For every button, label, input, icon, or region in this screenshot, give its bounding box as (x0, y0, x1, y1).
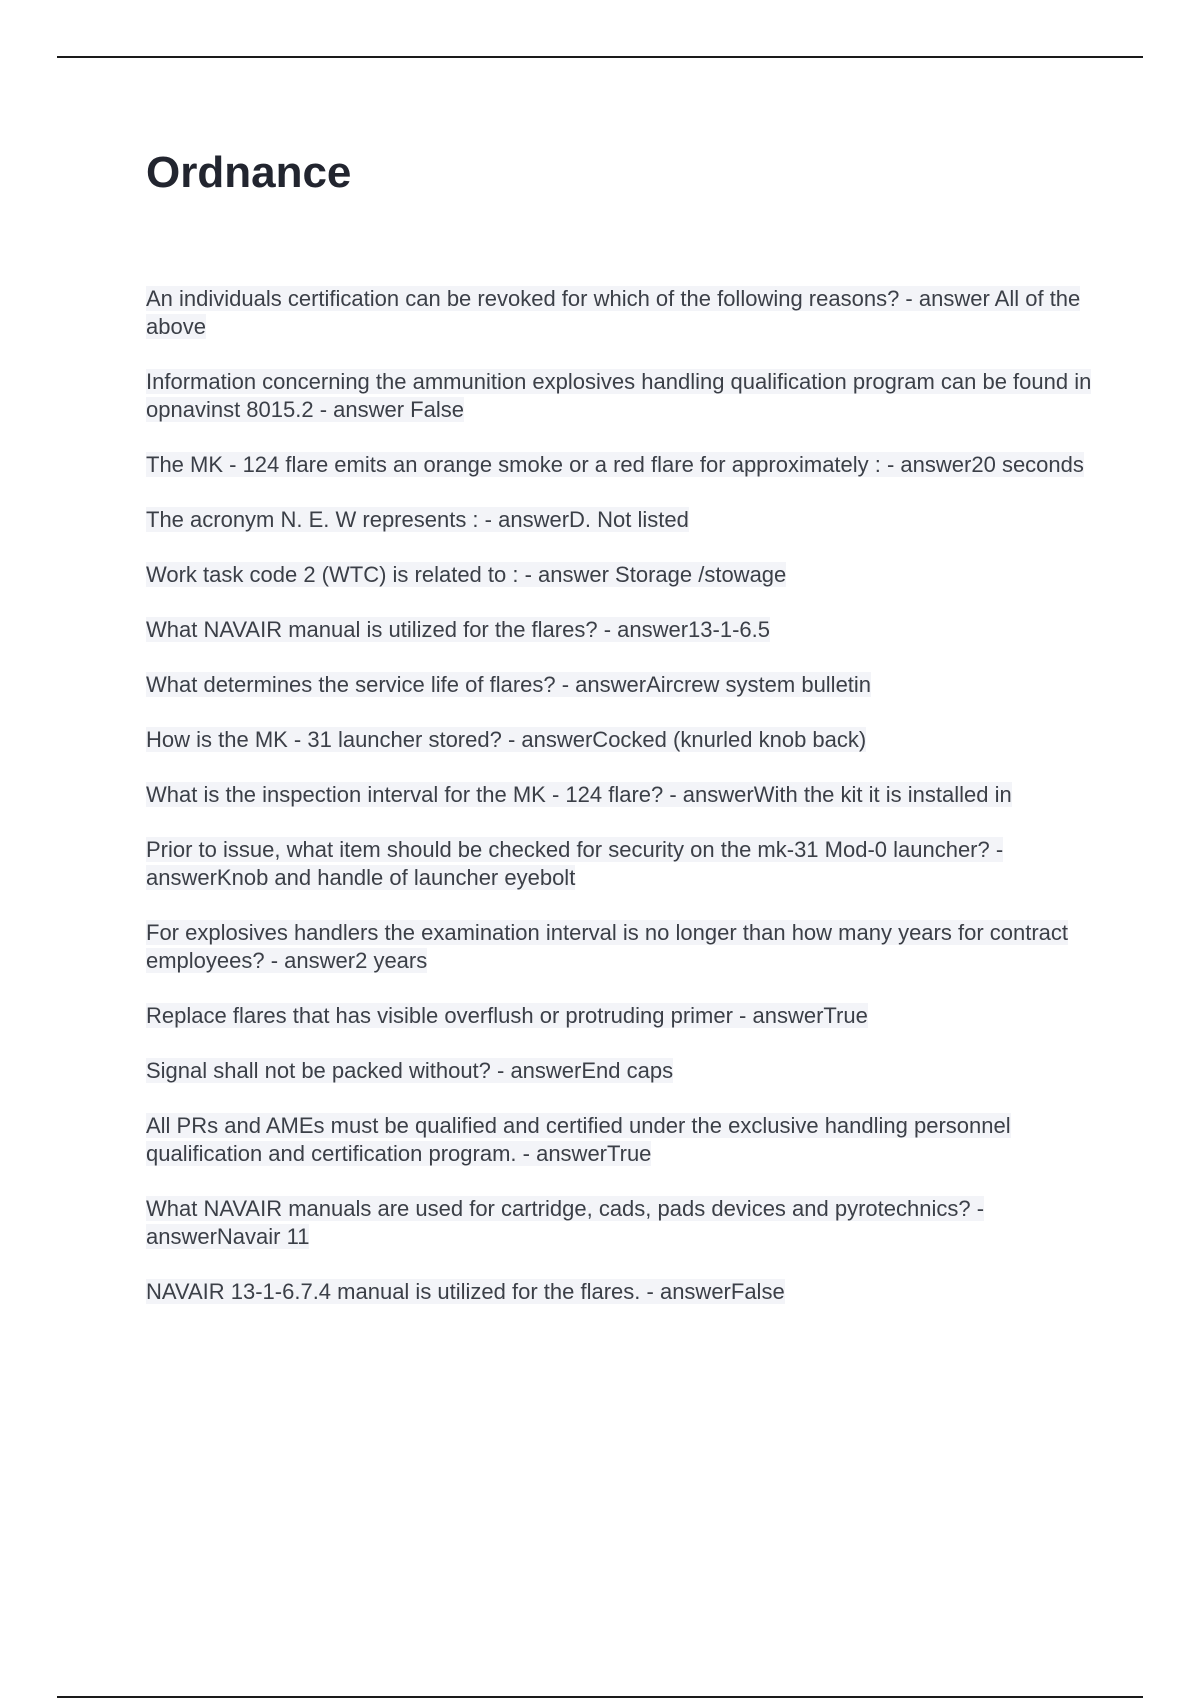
qa-item (146, 1112, 1094, 1168)
qa-item (146, 368, 1094, 424)
qa-text: Work task code 2 (WTC) is related to : - answer Storage /stowage (146, 562, 787, 587)
qa-item (146, 1057, 1094, 1085)
qa-text: The acronym N. E. W represents : - answerD. Not listed (146, 507, 689, 532)
qa-list (146, 285, 1094, 1333)
qa-item (146, 836, 1094, 892)
qa-item (146, 616, 1094, 644)
top-rule (57, 56, 1143, 58)
qa-text: What NAVAIR manual is utilized for the flares? - answer13-1-6.5 (146, 617, 771, 642)
qa-item (146, 506, 1094, 534)
bottom-rule (57, 1696, 1143, 1698)
qa-text: What is the inspection interval for the MK - 124 flare? - answerWith the kit it is installed in (146, 782, 1012, 807)
qa-text: All PRs and AMEs must be qualified and certified under the exclusive handling personnel qualification and certification program. - answerTrue (146, 1113, 1011, 1166)
qa-item (146, 1002, 1094, 1030)
qa-text: Signal shall not be packed without? - answerEnd caps (146, 1058, 674, 1083)
qa-text: How is the MK - 31 launcher stored? - answerCocked (knurled knob back) (146, 727, 867, 752)
qa-item (146, 561, 1094, 589)
qa-item (146, 451, 1094, 479)
qa-item (146, 1278, 1094, 1306)
qa-text: What NAVAIR manuals are used for cartridge, cads, pads devices and pyrotechnics? - answerNavair 11 (146, 1196, 985, 1249)
qa-text: An individuals certification can be revoked for which of the following reasons? - answer All of the above (146, 286, 1081, 339)
qa-text: What determines the service life of flares? - answerAircrew system bulletin (146, 672, 872, 697)
qa-item (146, 919, 1094, 975)
qa-text: For explosives handlers the examination interval is no longer than how many years for contract employees? - answer2 years (146, 920, 1069, 973)
qa-text: Information concerning the ammunition explosives handling qualification program can be found in opnavinst 8015.2 - answer False (146, 369, 1092, 422)
qa-item (146, 285, 1094, 341)
qa-text: NAVAIR 13-1-6.7.4 manual is utilized for the flares. - answerFalse (146, 1279, 785, 1304)
qa-item (146, 1195, 1094, 1251)
qa-text: Replace flares that has visible overflush or protruding primer - answerTrue (146, 1003, 868, 1028)
qa-text: The MK - 124 flare emits an orange smoke or a red flare for approximately : - answer20 seconds (146, 452, 1084, 477)
qa-item (146, 726, 1094, 754)
qa-item (146, 671, 1094, 699)
qa-item (146, 781, 1094, 809)
document-title: Ordnance (146, 148, 352, 197)
qa-text: Prior to issue, what item should be checked for security on the mk-31 Mod-0 launcher? - answerKnob and handle of launcher eyebolt (146, 837, 1004, 890)
